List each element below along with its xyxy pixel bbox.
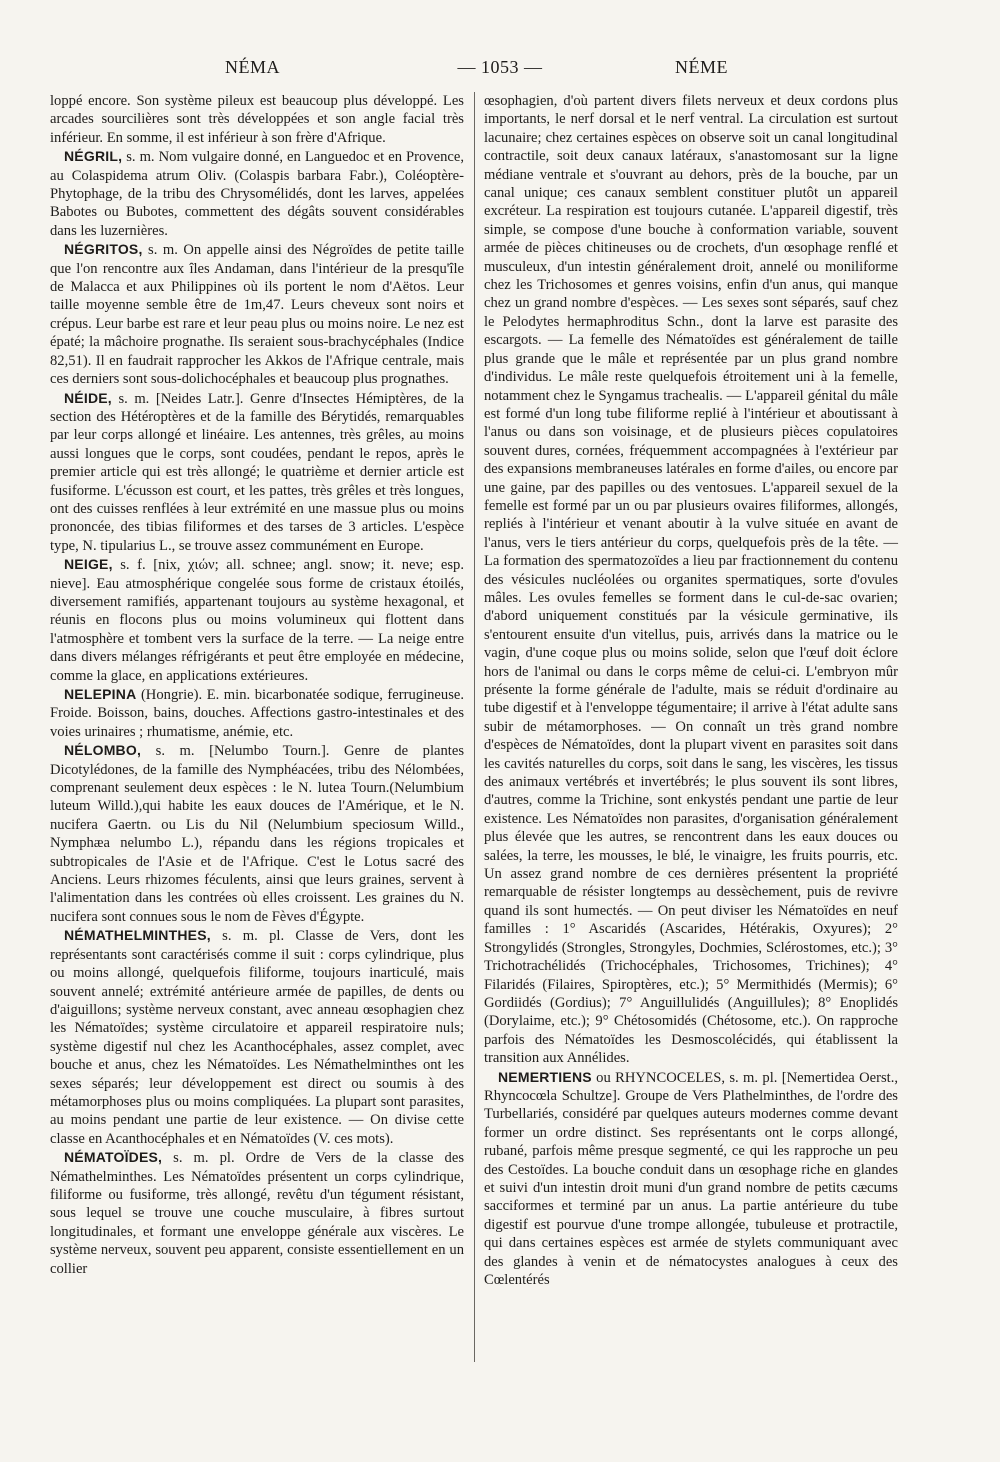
entry-text: s. m. Nom vulgaire donné, en Languedoc et en Provence, au Colaspidema atrum Oliv. (Colaspis barbara Fabr.), Coléoptère-Phytophage, de la tribu des Chrysomélidés, dont les larves, appelées Babotes ou Bubotes, commettent des dégâts souvent considérables dans les luzernières. [50, 149, 464, 239]
entry-headword: NÉIDE, [64, 389, 112, 406]
entry-text: s. m. pl. Ordre de Vers de la classe des Némathelminthes. Les Nématoïdes présentent un corps cylindrique, filiforme ou fusiforme, très allongé, revêtu d'un tégument résistant, sous lequel se trouve une couche musculaire, à fibres surtout longitudinales, et formant une enveloppe générale aux viscères. Le système nerveux, souvent peu apparent, consiste essentiellement en un collier [50, 1150, 464, 1277]
dictionary-entry [50, 240, 464, 388]
right-column [484, 92, 898, 1289]
dictionary-entry [50, 147, 464, 240]
entry-text: s. m. pl. Classe de Vers, dont les représentants sont caractérisés comme il suit : corps cylindrique, plus ou moins allongé, quelquefois filiforme, toujours inarticulé, mais souvent annelé; extrémité antérieure armée de papilles, de dents ou d'aiguillons; système nerveux constant, avec anneau œsophagien chez les Nématoïdes; système circulatoire et appareil respiratoire nuls; système digestif nul chez les Acanthocéphales, assez complet, avec bouche et anus, chez les Nématoïdes. Les Némathelminthes ont les sexes séparés; leur développement est direct ou soumis à des métamorphoses plus ou moins compliquées. La plupart sont parasites, au moins pendant une partie de leur existence. — On divise cette classe en Acanthocéphales et en Nématoïdes (V. ces mots). [50, 928, 464, 1147]
entry-text: s. f. [nix, χιών; all. schnee; angl. snow; it. neve; esp. nieve]. Eau atmosphérique congelée sous forme de cristaux étoilés, diversement ramifiés, appartenant toujours au système hexagonal, et réunis en flocons plus ou moins volumineux qui flottent dans l'atmosphère et tombent vers la surface de la terre. — La neige entre dans divers mélanges réfrigérants et peut être employée en médecine, comme la glace, en applications extérieures. [50, 557, 464, 684]
entry-headword: NÉLOMBO, [64, 742, 142, 759]
dictionary-entry [50, 555, 464, 685]
continued-text [484, 92, 898, 1068]
entry-text: s. m. [Nelumbo Tourn.]. Genre de plantes Dicotylédones, de la famille des Nymphéacées, tribu des Nélombées, comprenant seulement deux espèces : le N. lutea Tourn.(Nelumbium luteum Willd.),qui habite les eaux douces de l'Amérique, et le N. nucifera Gaertn. ou Lis du Nil (Nelumbium speciosum Willd., Nymphæa nelumbo L.), répandu dans les régions tropicales et subtropicales de l'Asie et de l'Afrique. C'est le Lotus sacré des Anciens. Leurs rhizomes féculents, ainsi que leurs graines, servent à l'alimentation dans les contrées où elles croissent. Les graines du N. nucifera sont connues sous le nom de Fèves d'Égypte. [50, 743, 464, 925]
column-divider [474, 92, 475, 1362]
header-left-guideword: NÉMA [225, 57, 280, 77]
entry-text: loppé encore. Son système pileux est beaucoup plus développé. Les arcades sourcilières sont très développées et son angle facial très inférieur. En somme, il est inférieur à son frère d'Afrique. [50, 93, 464, 146]
entry-text: s. m. [Neides Latr.]. Genre d'Insectes Hémiptères, de la section des Hétéroptères et de la famille des Bérytidés, remarquables par leur corps allongé et linéaire. Les antennes, très grêles, au moins aussi longues que le corps, sont coudées, pendant le repos, après le premier article qui est très allongé; le quatrième et dernier article est fusiforme. L'écusson est court, et les pattes, très grêles et très longues, ont des cuisses renflées à leur extrémité en une massue plus ou moins prononcée, des tibias filiformes et des tarses de 3 articles. L'espèce type, N. tipularius L., se trouve assez communément en Europe. [50, 390, 464, 554]
left-column [50, 92, 464, 1278]
dictionary-entry [484, 1068, 898, 1290]
entry-headword: NÉMATHELMINTHES, [64, 927, 211, 944]
dictionary-entry [50, 926, 464, 1148]
entry-headword: NEMERTIENS [498, 1068, 592, 1085]
dictionary-entry [50, 1148, 464, 1278]
dictionary-entry [50, 685, 464, 741]
continued-text [50, 92, 464, 147]
page-number: — 1053 — [457, 57, 543, 77]
header-right-guideword: NÉME [675, 57, 728, 77]
entry-headword: NÉGRIL, [64, 148, 123, 165]
entry-headword: NEIGE, [64, 556, 113, 573]
entry-headword: NÉMATOÏDES, [64, 1149, 163, 1166]
dictionary-entry [50, 389, 464, 556]
entry-headword: NELEPINA [64, 686, 137, 702]
running-header [50, 57, 950, 83]
entry-text: (Hongrie). E. min. bicarbonatée sodique, ferrugineuse. Froide. Boisson, bains, douches. Affections gastro-intestinales et des voies urinaires ; rhumatisme, anémie, etc. [50, 687, 464, 740]
entry-text: s. m. On appelle ainsi des Négroïdes de petite taille que l'on rencontre aux îles Andaman, dans l'intérieur de la presqu'île de Malacca et aux Philippines où ils portent le nom d'Aëtos. Leur taille moyenne semble être de 1m,47. Leurs cheveux sont noirs et crépus. Leur barbe est rare et leur peau plus ou moins noire. Le nez est épaté; la mâchoire prognathe. Ils seraient sous-brachycéphales (Indice 82,51). Il en faudrait rapprocher les Akkos de l'Afrique centrale, mais ces derniers sont sous-dolichocéphales et beaucoup plus prognathes. [50, 242, 464, 388]
entry-headword: NÉGRITOS, [64, 241, 143, 258]
dictionary-entry [50, 741, 464, 926]
entry-text: ou RHYNCOCELES, s. m. pl. [Nemertidea Oerst., Rhyncocœla Schultze]. Groupe de Vers Plathelminthes, de l'ordre des Turbellariés, considéré par quelques auteurs modernes comme devant former un ordre distinct. Ses représentants ont le corps allongé, rubané, parfois même presque segmenté, ce qui les rapproche un peu des Cestoïdes. La bouche conduit dans un œsophage riche en glandes et suivi d'un intestin droit muni d'un grand nombre de petits cæcums sacciformes et terminé par un anus. La partie antérieure du tube digestif est pourvue d'une trompe allongée, tubuleuse et protractile, qui dans certaines espèces est armée de stylets communiquant avec des glandes à venin et de nématocystes analogues à ceux des Cœlentérés [484, 1069, 898, 1288]
entry-text: œsophagien, d'où partent divers filets nerveux et deux cordons plus importants, le nerf dorsal et le nerf ventral. La circulation est surtout lacunaire; chez certaines espèces on observe soit un canal longitudinal contractile, soit deux canaux latéraux, s'anastomosant sur la ligne médiane ventrale et s'ouvrant au dehors, près de la bouche, par un canal unique; ces canaux semblent constituer plutôt un appareil excréteur. La respiration est toujours cutanée. L'appareil digestif, très simple, se compose d'une bouche à conformation variable, souvent armée de pièces chitineuses ou de crochets, d'un œsophage renflé et musculeux, d'un intestin généralement droit, annelé ou moniliforme chez les Trichosomes et genres voisins, enfin d'un anus, qui manque chez un grand nombre d'espèces. — Les sexes sont séparés, sauf chez le Pelodytes hermaphroditus Schn., dont la larve est parasite des escargots. — La femelle des Nématoïdes est généralement de taille plus grande que le mâle et représentée par un plus grand nombre d'individus. Le mâle reste quelquefois étroitement uni à la femelle, notamment chez le Syngamus trachealis. — L'appareil génital du mâle est formé d'un long tube filiforme replié à l'intérieur et aboutissant à l'anus ou dans son voisinage, et de plusieurs pièces copulatoires souvent dures, cornées, fréquemment accompagnées à l'extérieur par des expansions membraneuses latérales en forme d'ailes, ou encore par une gaine, par des papilles ou des ventosues. L'appareil sexuel de la femelle est formé par un ou par plusieurs ovaires filiformes, allongés, repliés à l'intérieur et venant aboutir à la vulve située en avant de l'anus, vers le tiers antérieur du corps, quelquefois près de la tête. — La formation des spermatozoïdes a lieu par fractionnement du contenu des vésicules nucléolées ou organites spermatiques, sorte d'ovules mâles. Les ovules femelles se forment dans le cul-de-sac ovarien; d'abord uniquement constitués par la vésicule germinative, ils s'entourent ensuite d'un vitellus, puis, arrivés dans la matrice ou le vagin, d'une coque plus ou moins solide, selon que l'œuf doit éclore hors de l'animal ou dans le corps même de celui-ci. L'embryon mûr présente la forme générale de l'adulte, mais se réduit d'ordinaire au tube digestif et à l'enveloppe tégumentaire; il arrive à l'état adulte sans subir de métamorphoses. — On connaît un très grand nombre d'espèces de Nématoïdes, dont la plupart vivent en parasites soit dans les cavités naturelles du corps, soit dans le sang, les viscères, les tissus des animaux vertébrés et invertébrés; le plus souvent ils sont libres, d'autres, comme la Trichine, sont enkystés pendant une partie de leur existence. Les Nématoïdes non parasites, d'organisation généralement plus élevée que les autres, se rencontrent dans les eaux douces ou salées, la terre, les mousses, le blé, le vinaigre, les fruits pourris, etc. Un assez grand nombre de ces dernières présentent la propriété remarquable de résister longtemps au dessèchement, puis de revivre quand ils sont humectés. — On peut diviser les Nématoïdes en neuf familles : 1° Ascaridés (Ascarides, Hétérakis, Oxyures); 2° Strongylidés (Strongles, Strongyles, Dochmies, Sclérostomes, etc.); 3° Trichotrachélidés (Trichocéphales, Trichosomes, Trichines); 4° Filaridés (Filaires, Spiroptères, etc.); 5° Mermithidés (Mermis); 6° Gordiidés (Gordius); 7° Anguillulidés (Anguillules); 8° Enoplidés (Dorylaime, etc.); 9° Chétosomidés (Chétosome, etc.). On rapproche parfois des Nématoïdes les Desmoscolécidés, qui établissent la transition aux Annélides. [484, 93, 898, 1067]
